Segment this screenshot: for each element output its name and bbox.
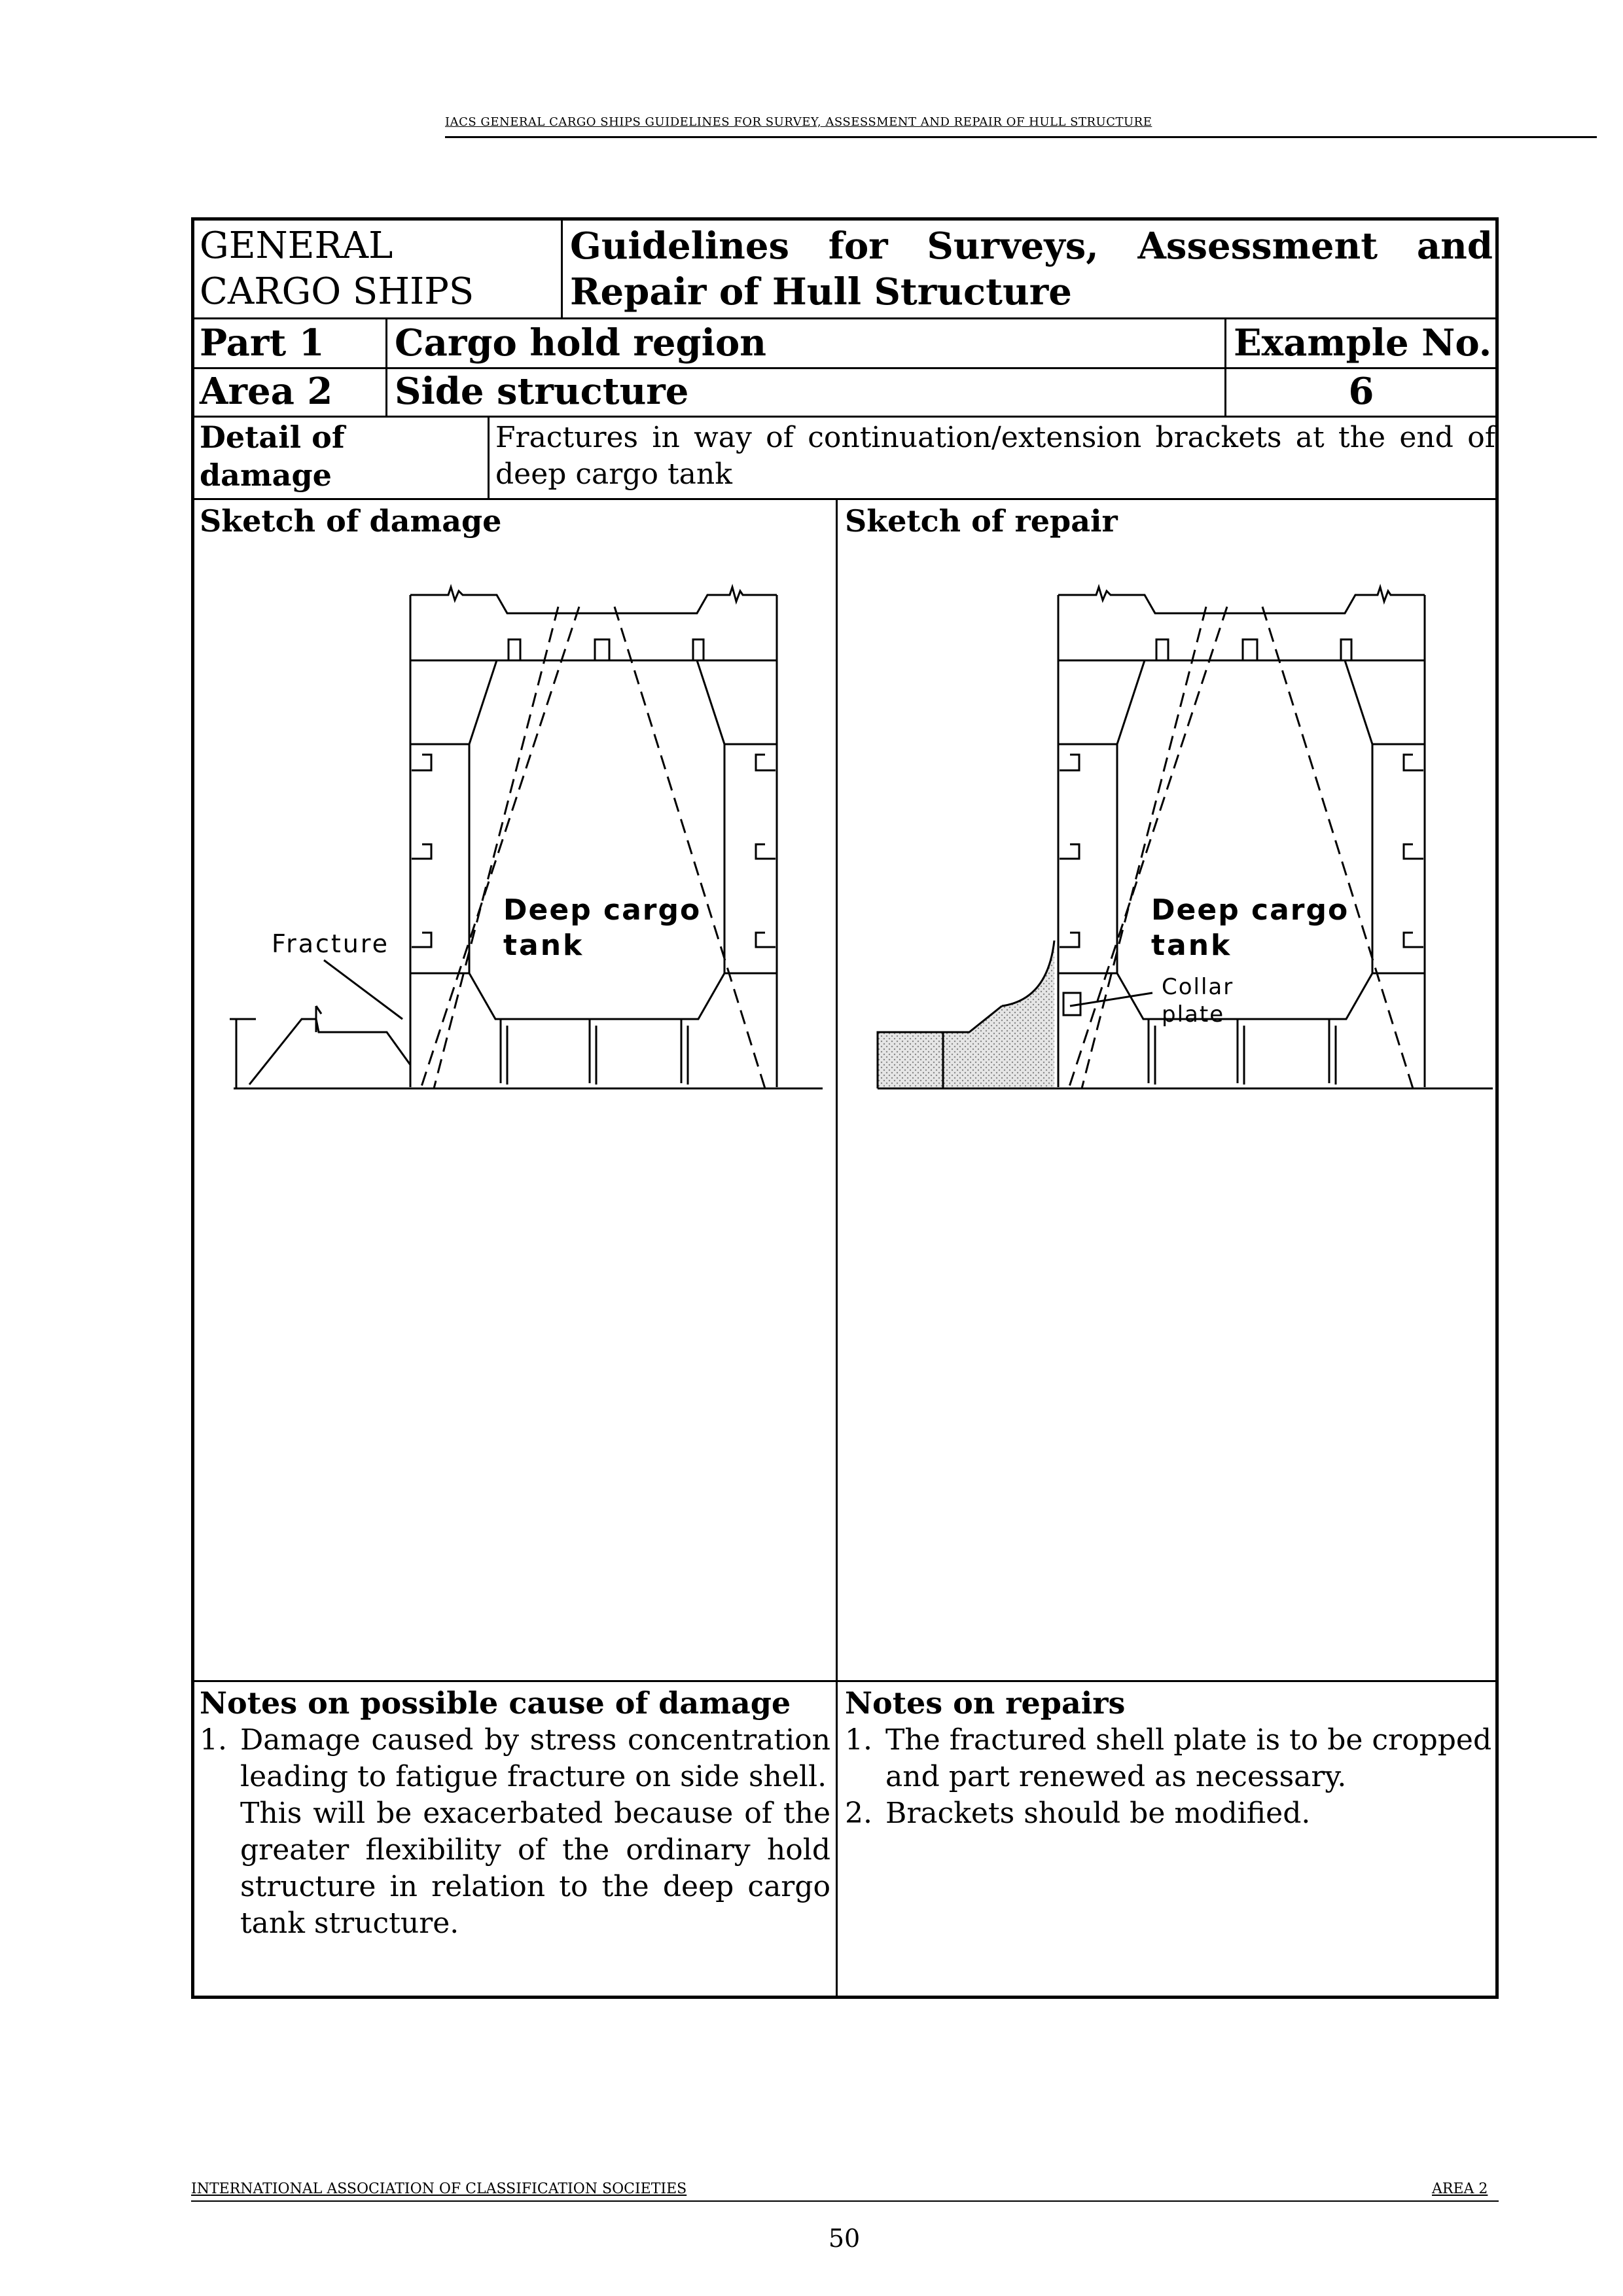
footer-area: AREA 2 [1432,2181,1488,2197]
area-value: Side structure [395,370,689,413]
area-label: Area 2 [200,370,333,413]
right-title [570,223,1493,315]
title-divider [561,221,563,317]
collar-label-line1: Collar [1162,974,1234,1000]
cause-notes-title: Notes on possible cause of damage [200,1685,791,1721]
part-value: Cargo hold region [395,321,766,365]
page-number: 50 [828,2224,861,2253]
running-header: IACS GENERAL CARGO SHIPS GUIDELINES FOR SURVEY, ASSESSMENT AND REPAIR OF HULL STRUCTURE [445,115,1152,129]
column-divider [836,498,838,1996]
example-number: 6 [1348,370,1374,413]
cause-note-item: 1. Damage caused by stress concentration leading to fatigue fracture on side shell. This will be exacerbated because of the greater flexibility of the ordinary hold structure in relation to the deep cargo tank structure. [200,1723,830,1940]
header-rule [445,136,1597,138]
fracture-label: Fracture [272,929,390,958]
right-title-line1: Guidelines for Surveys, Assessment and [570,224,1493,268]
damage-tank-label-line1: Deep cargo [503,893,702,927]
repair-notes [845,1684,1493,1832]
detail-label: Detail of damage [200,420,345,493]
repair-tank-label-line1: Deep cargo [1151,893,1349,927]
cause-notes [200,1684,830,1942]
left-title-line1: GENERAL [200,224,393,267]
detail-text: Fractures in way of continuation/extension brackets at the end of deep cargo tank [495,421,1495,491]
sketch-damage-title: Sketch of damage [200,503,502,539]
repair-note-item-2: 2. Brackets should be modified. [845,1797,1311,1830]
footer-rule [191,2200,1499,2202]
footer-organization: INTERNATIONAL ASSOCIATION OF CLASSIFICATION SOCIETIES [191,2181,687,2197]
damage-tank-label-line2: tank [503,929,584,962]
left-title [200,223,474,315]
damage-sketch [194,548,836,1333]
repair-sketch [838,548,1495,1333]
right-title-line2: Repair of Hull Structure [570,270,1072,314]
repair-note-item-1: 1. The fractured shell plate is to be cropped and part renewed as necessary. [845,1723,1492,1793]
collar-label-line2: plate [1162,1001,1225,1028]
guideline-sheet [191,217,1499,1999]
sketch-repair-title: Sketch of repair [845,503,1118,539]
repair-tank-label-line2: tank [1151,929,1232,962]
repair-notes-title: Notes on repairs [845,1685,1126,1721]
left-title-line2: CARGO SHIPS [200,270,474,313]
example-label: Example No. [1234,321,1492,365]
part-label: Part 1 [200,321,325,365]
